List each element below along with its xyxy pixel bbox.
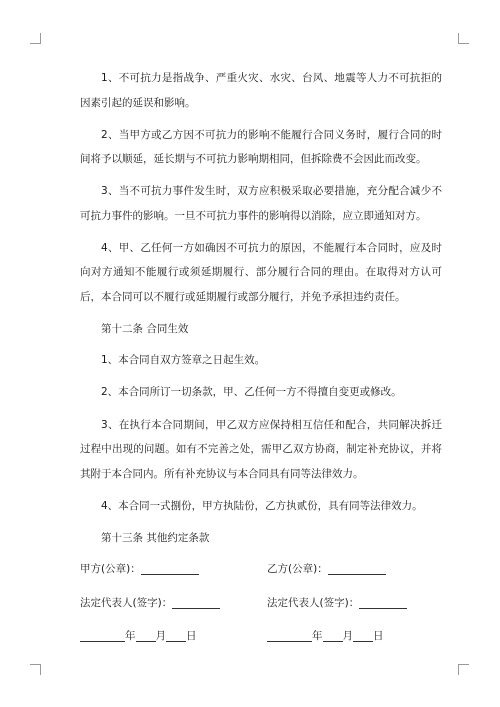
party-a-rep-label: 法定代表人(签字)： bbox=[80, 596, 173, 609]
party-b-month-label: 月 bbox=[342, 630, 353, 643]
party-b-representative bbox=[267, 591, 442, 616]
article-13-heading: 第十三条 其他约定条款 bbox=[101, 531, 210, 544]
clause-effect-2: 2、本合同所订一切条款，甲、乙任何一方不得擅自变更或修改。 bbox=[101, 386, 402, 399]
party-b-rep-blank bbox=[359, 594, 407, 609]
party-b-month-blank bbox=[323, 627, 343, 642]
party-a-seal bbox=[80, 557, 267, 582]
party-a-day-blank bbox=[166, 627, 186, 642]
crop-mark-top-right bbox=[458, 33, 469, 44]
crop-mark-bottom-right bbox=[458, 664, 469, 675]
clause-force-majeure-4: 4、甲、乙任何一方如确因不可抗力的原因，不能履行本合同时，应及时向对方通知不能履行或须延期履行、部分履行合同的理由。在取得对方认可后，本合同可以不履行或延期履行或部分履行，并免予承担违约责任。 bbox=[80, 241, 442, 303]
party-a-rep-blank bbox=[172, 594, 220, 609]
party-b-year-label: 年 bbox=[312, 630, 323, 643]
party-a-date bbox=[80, 624, 267, 649]
seal-row bbox=[80, 557, 442, 582]
party-a-seal-label: 甲方(公章)： bbox=[80, 563, 141, 576]
party-b-day-label: 日 bbox=[373, 630, 384, 643]
article-12-heading: 第十二条 合同生效 bbox=[101, 322, 189, 335]
party-a-month-label: 月 bbox=[155, 630, 166, 643]
document-body bbox=[80, 66, 442, 658]
representative-row bbox=[80, 591, 442, 616]
clause-force-majeure-3: 3、当不可抗力事件发生时，双方应积极采取必要措施，充分配合减少不可抗力事件的影响。一旦不可抗力事件的影响得以消除，应立即通知对方。 bbox=[80, 185, 442, 222]
party-a-seal-blank bbox=[141, 560, 199, 575]
party-b-seal-label: 乙方(公章)： bbox=[267, 563, 328, 576]
party-a-day-label: 日 bbox=[186, 630, 197, 643]
clause-effect-4: 4、本合同一式捌份，甲方执陆份，乙方执贰份，具有同等法律效力。 bbox=[101, 499, 423, 512]
party-b-year-blank bbox=[267, 627, 312, 642]
party-b-date bbox=[267, 624, 442, 649]
party-b-day-blank bbox=[353, 627, 373, 642]
party-b-rep-label: 法定代表人(签字)： bbox=[267, 596, 360, 609]
clause-force-majeure-2: 2、当甲方或乙方因不可抗力的影响不能履行合同义务时，履行合同的时间将予以顺延，延长期与不可抗力影响期相同，但拆除费不会因此而改变。 bbox=[80, 128, 442, 166]
party-a-month-blank bbox=[136, 627, 156, 642]
party-a-year-label: 年 bbox=[125, 630, 136, 643]
crop-mark-top-left bbox=[30, 33, 41, 44]
clause-effect-3: 3、在执行本合同期间，甲乙双方应保持相互信任和配合，共同解决拆迁过程中出现的问题。如有不完善之处，需甲乙双方协商，制定补充协议，并将其附于本合同内。所有补充协议与本合同具有同等法律效力。 bbox=[80, 418, 442, 480]
crop-mark-bottom-left bbox=[30, 664, 41, 675]
party-a-representative bbox=[80, 591, 267, 616]
party-b-seal-blank bbox=[328, 560, 386, 575]
party-a-year-blank bbox=[80, 627, 125, 642]
clause-force-majeure-1: 1、不可抗力是指战争、严重火灾、水灾、台风、地震等人力不可抗拒的因素引起的延误和影响。 bbox=[80, 72, 442, 109]
date-row bbox=[80, 624, 442, 649]
party-b-seal bbox=[267, 557, 442, 582]
clause-effect-1: 1、本合同自双方签章之日起生效。 bbox=[101, 354, 266, 367]
